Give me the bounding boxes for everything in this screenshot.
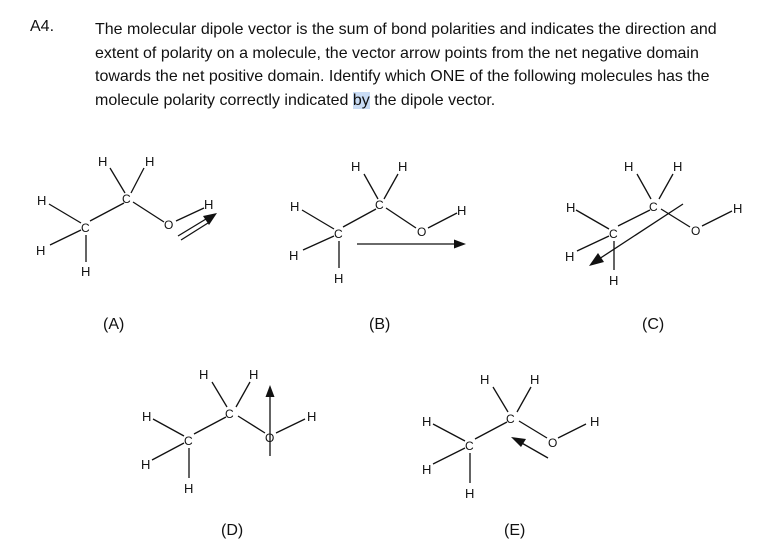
atom-c: C bbox=[506, 412, 515, 426]
atom-c: C bbox=[375, 198, 384, 212]
atom-h: H bbox=[733, 201, 743, 216]
selection-highlight: by bbox=[352, 91, 370, 109]
bond bbox=[475, 422, 507, 439]
atom-h: H bbox=[36, 243, 46, 258]
atom-h: H bbox=[480, 372, 490, 387]
atom-c: C bbox=[225, 407, 234, 421]
atom-h: H bbox=[307, 409, 317, 424]
atom-o: O bbox=[691, 224, 701, 238]
atom-h: H bbox=[422, 414, 432, 429]
atom-h: H bbox=[566, 200, 576, 215]
atom-h: H bbox=[290, 199, 300, 214]
atom-h: H bbox=[81, 264, 91, 279]
question-text-start: The molecular dipole vector is the sum of bond polarities and indicates the direction and extent of polarity on a molecule, the vector arrow points from the net negative domain towards the net positive domain. Identify which ONE of the following molecules has the molecule polarity correctly indicated bbox=[95, 21, 717, 109]
atom-c: C bbox=[465, 439, 474, 453]
dipole-arrow bbox=[511, 437, 548, 458]
bond bbox=[519, 421, 547, 438]
atom-h: H bbox=[204, 197, 214, 212]
atom-h: H bbox=[398, 159, 408, 174]
option-label: (E) bbox=[504, 522, 526, 539]
option-label: (A) bbox=[103, 316, 125, 333]
atom-h: H bbox=[624, 159, 634, 174]
bond bbox=[433, 424, 465, 441]
atom-h: H bbox=[590, 414, 600, 429]
option-label: (D) bbox=[221, 522, 244, 539]
atom-h: H bbox=[609, 273, 619, 288]
atom-h: H bbox=[422, 462, 432, 477]
atom-c: C bbox=[122, 192, 131, 206]
atom-h: H bbox=[673, 159, 683, 174]
atom-h: H bbox=[141, 457, 151, 472]
bond bbox=[558, 424, 586, 438]
atom-c: C bbox=[609, 227, 618, 241]
atom-h: H bbox=[98, 154, 108, 169]
atom-h: H bbox=[289, 248, 299, 263]
question-text-end: the dipole vector. bbox=[369, 91, 496, 109]
option-label: (C) bbox=[642, 316, 665, 333]
question-number: A4. bbox=[30, 18, 55, 35]
atom-h: H bbox=[37, 193, 47, 208]
atom-o: O bbox=[417, 225, 427, 239]
atom-h: H bbox=[457, 203, 467, 218]
atom-h: H bbox=[184, 481, 194, 496]
atom-o: O bbox=[548, 436, 558, 450]
atom-h: H bbox=[249, 367, 259, 382]
bond bbox=[433, 448, 465, 464]
atom-o: O bbox=[265, 431, 275, 445]
atom-c: C bbox=[334, 227, 343, 241]
atom-h: H bbox=[465, 486, 475, 501]
atom-h: H bbox=[199, 367, 209, 382]
atom-o: O bbox=[164, 218, 174, 232]
atom-c: C bbox=[649, 200, 658, 214]
atom-h: H bbox=[565, 249, 575, 264]
atom-h: H bbox=[334, 271, 344, 286]
atom-h: H bbox=[142, 409, 152, 424]
atom-h: H bbox=[351, 159, 361, 174]
bond bbox=[493, 387, 508, 412]
option-label: (B) bbox=[369, 316, 391, 333]
atom-c: C bbox=[184, 434, 193, 448]
bond bbox=[517, 387, 531, 412]
atom-c: C bbox=[81, 221, 90, 235]
atom-h: H bbox=[530, 372, 540, 387]
atom-h: H bbox=[145, 154, 155, 169]
